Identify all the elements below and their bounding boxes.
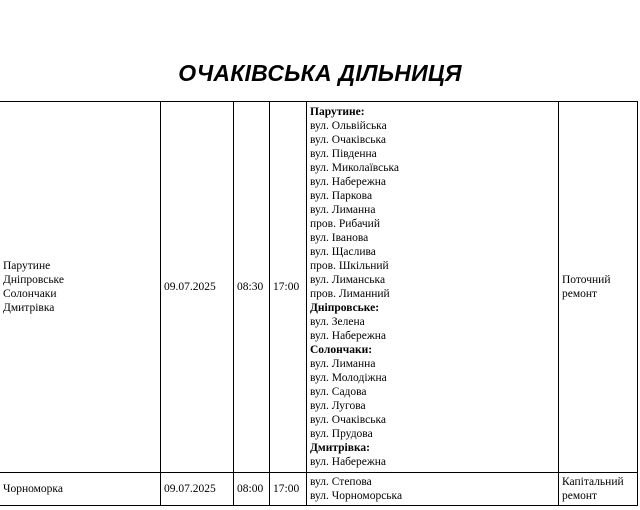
street-name: вул. Лугова — [310, 400, 366, 412]
street-name: вул. Південна — [310, 148, 377, 160]
street-name: вул. Лиманна — [310, 204, 376, 216]
street-name: пров. Лиманний — [310, 288, 390, 300]
street-name: вул. Набережна — [310, 330, 387, 342]
settlement-name: Дніпровське — [3, 274, 64, 286]
street-name: вул. Степова — [310, 476, 372, 488]
time-to-cell: 17:00 — [270, 473, 307, 506]
street-name: вул. Садова — [310, 386, 367, 398]
table-row — [0, 473, 638, 506]
table-row — [0, 102, 638, 473]
street-name: вул. Іванова — [310, 232, 369, 244]
time-from-cell: 08:30 — [234, 102, 270, 473]
work-type-line: Капітальний — [562, 476, 624, 488]
street-name: вул. Очаківська — [310, 414, 386, 426]
street-name: вул. Прудова — [310, 428, 373, 440]
street-name: вул. Набережна — [310, 176, 387, 188]
street-name: пров. Рибачий — [310, 218, 380, 230]
street-name: вул. Миколаївська — [310, 162, 400, 174]
street-name: вул. Паркова — [310, 190, 373, 202]
work-type-line: Поточний — [562, 274, 611, 286]
work-type-cell — [559, 473, 638, 506]
street-name: вул. Набережна — [310, 456, 387, 468]
street-name: вул. Молодіжна — [310, 372, 387, 384]
village-header: Солончаки: — [310, 344, 373, 356]
work-type-line: ремонт — [562, 490, 598, 502]
street-name: пров. Шкільний — [310, 260, 389, 272]
street-name: вул. Очаківська — [310, 134, 386, 146]
street-name: вул. Лиманська — [310, 274, 386, 286]
date-cell: 09.07.2025 — [161, 473, 234, 506]
streets-cell — [307, 102, 559, 473]
time-to-cell: 17:00 — [270, 102, 307, 473]
outage-schedule-table — [0, 101, 638, 506]
work-type-line: ремонт — [562, 288, 598, 300]
time-from-cell: 08:00 — [234, 473, 270, 506]
date-cell: 09.07.2025 — [161, 102, 234, 473]
settlement-name: Солончаки — [3, 288, 57, 300]
work-type-cell — [559, 102, 638, 473]
settlement-name: Дмитрівка — [3, 302, 55, 314]
streets-cell — [307, 473, 559, 506]
settlement-name: Парутине — [3, 260, 51, 272]
settlements-cell — [0, 102, 161, 473]
street-name: вул. Чорноморська — [310, 490, 403, 502]
street-name: вул. Щаслива — [310, 246, 376, 258]
village-header: Дмитрівка: — [310, 442, 370, 454]
settlement-name: Чорноморка — [3, 483, 63, 495]
street-name: вул. Ольвійська — [310, 120, 387, 132]
village-header: Парутине: — [310, 106, 365, 118]
street-name: вул. Лиманна — [310, 358, 376, 370]
settlements-cell — [0, 473, 161, 506]
village-header: Дніпровське: — [310, 302, 380, 314]
street-name: вул. Зелена — [310, 316, 365, 328]
page-title: ОЧАКІВСЬКА ДІЛЬНИЦЯ — [178, 60, 462, 86]
